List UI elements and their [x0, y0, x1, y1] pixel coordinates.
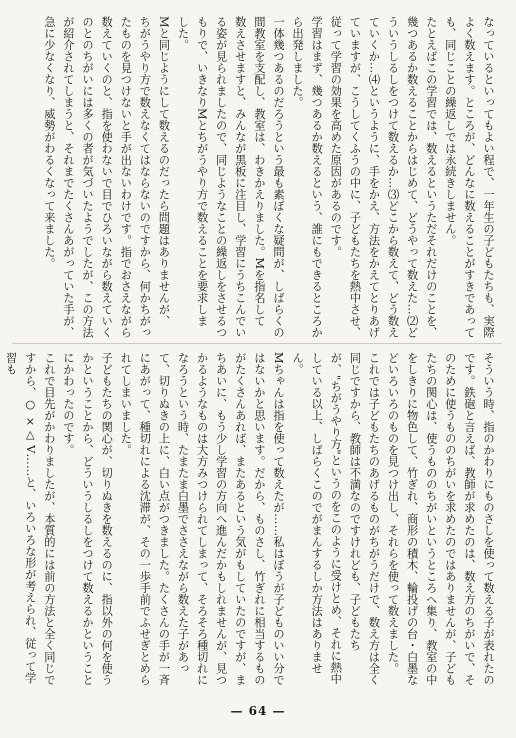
paragraph: これでは子どもたちのあげるものがちがうだけで、数え方は全く同じですから、教師は不満なのですけれども、子どもたちが、"ちがうやり方"というのをこのように受けとめ、それに熱中している以上、しばらくこのでがまんするしか方法はありません。 [291, 352, 381, 686]
paragraph: Mちゃんは指を使って数えたが……私はぼうが子どものいい分ではないかと思います。だから、ものさし、竹ぎれに相当するものがたくさんあれば、またあるという気がもしていたのですが、まちあいに、もう少し学習の方向へ進んだかもしれませんが、見つかるようなものは大方みつけられてしまって、そろそろ種切れになろうという時、たまたま白墨でささえながら数えた子があって、切りぬきの上に、白い点がつきました。たくさんの手が一斉にあがって、種切れによる沈滞が、その一歩手前でふせぎとめられてしまいました。 [119, 352, 285, 686]
page-number: — 64 — [230, 704, 286, 718]
paragraph: なっているといってもよい程で、一年生の子どもたちも、実際よく数えます。ところが、どんなに数えることがすきであっても、同じことの繰返しでは永続きしません。 [443, 16, 495, 338]
lower-text-block [4, 352, 498, 688]
paragraph: Mと同じようにして数えるのだったら問題はありませんが、ちがうやり方で数えなくてはならないのですから、何かちがったものを見つけないと手が出ないわけです。指でおさえながら数えていくのと、指を使わないで目でひろいながら数えていくのとのちがいには多くの者が気づいたようでしたが、この方法が紹介されてしまうと、それまでたくさんあがっていた手が、急に少なくなり、威勢がわるくなって来ました。 [42, 16, 171, 338]
paragraph: 学習はまず、幾つあるか数えるという、誰にもできるところから出発しました。 [291, 16, 324, 338]
paragraph: そういう時、指のかわりにものさしを使って数える子が表れたのです。鉄砲と言えば、教師が求めたのは、数え方のちがいで、そのために使うもののちがいを求めたのではありませんが、子どもたちの関心は、使うもののちがいというところへ集り、教室の中をしきりに物色して、竹ぎれ、商形の積木、輪投げの台・白墨などいろいろのものを見つけ出し、それらを使って数えました。 [386, 352, 495, 686]
section-divider [12, 343, 502, 344]
paragraph: 一体幾つあるのだろうという最も素ぼくな疑問が、しばらくの間教室を支配し、教室は、わきかえりました。Mを指名して数えさせますと、みんなが黒板に注目し、学習にうちこんでいる姿が見られましたので、同じようなことの繰返しをさせるつもりで、いきなりMとちがうやり方で数えることを要求しました。 [176, 16, 285, 338]
paragraph: 子どもたちの関心が、切りぬきを数えるのに、指以外の何を使うかということから、どういうしるしをつけて数えるかということにかわったのです。 [61, 352, 114, 686]
upper-text-block [16, 16, 498, 338]
paragraph: これで目先がかわりましたが、本質的には前の方法と全く同じですから、○ ×△ V……と、いろいろな形が考えられ、従って学習も [4, 352, 56, 686]
paragraph: たとえばこの学習では、数えるというただそれだけのことを、幾つあるか数えることからはじめて、どうやって数えた…⑵どういうしるしをつけて数えるか…⑶どこから数えて、どう数えていくか…⑷というように、手をかえ、方法をかえてとりあげていますが、こうしてくふうの中に、子どもたちを熱中させ、従って学習の効果を高めた原因があるのです。 [329, 16, 438, 338]
